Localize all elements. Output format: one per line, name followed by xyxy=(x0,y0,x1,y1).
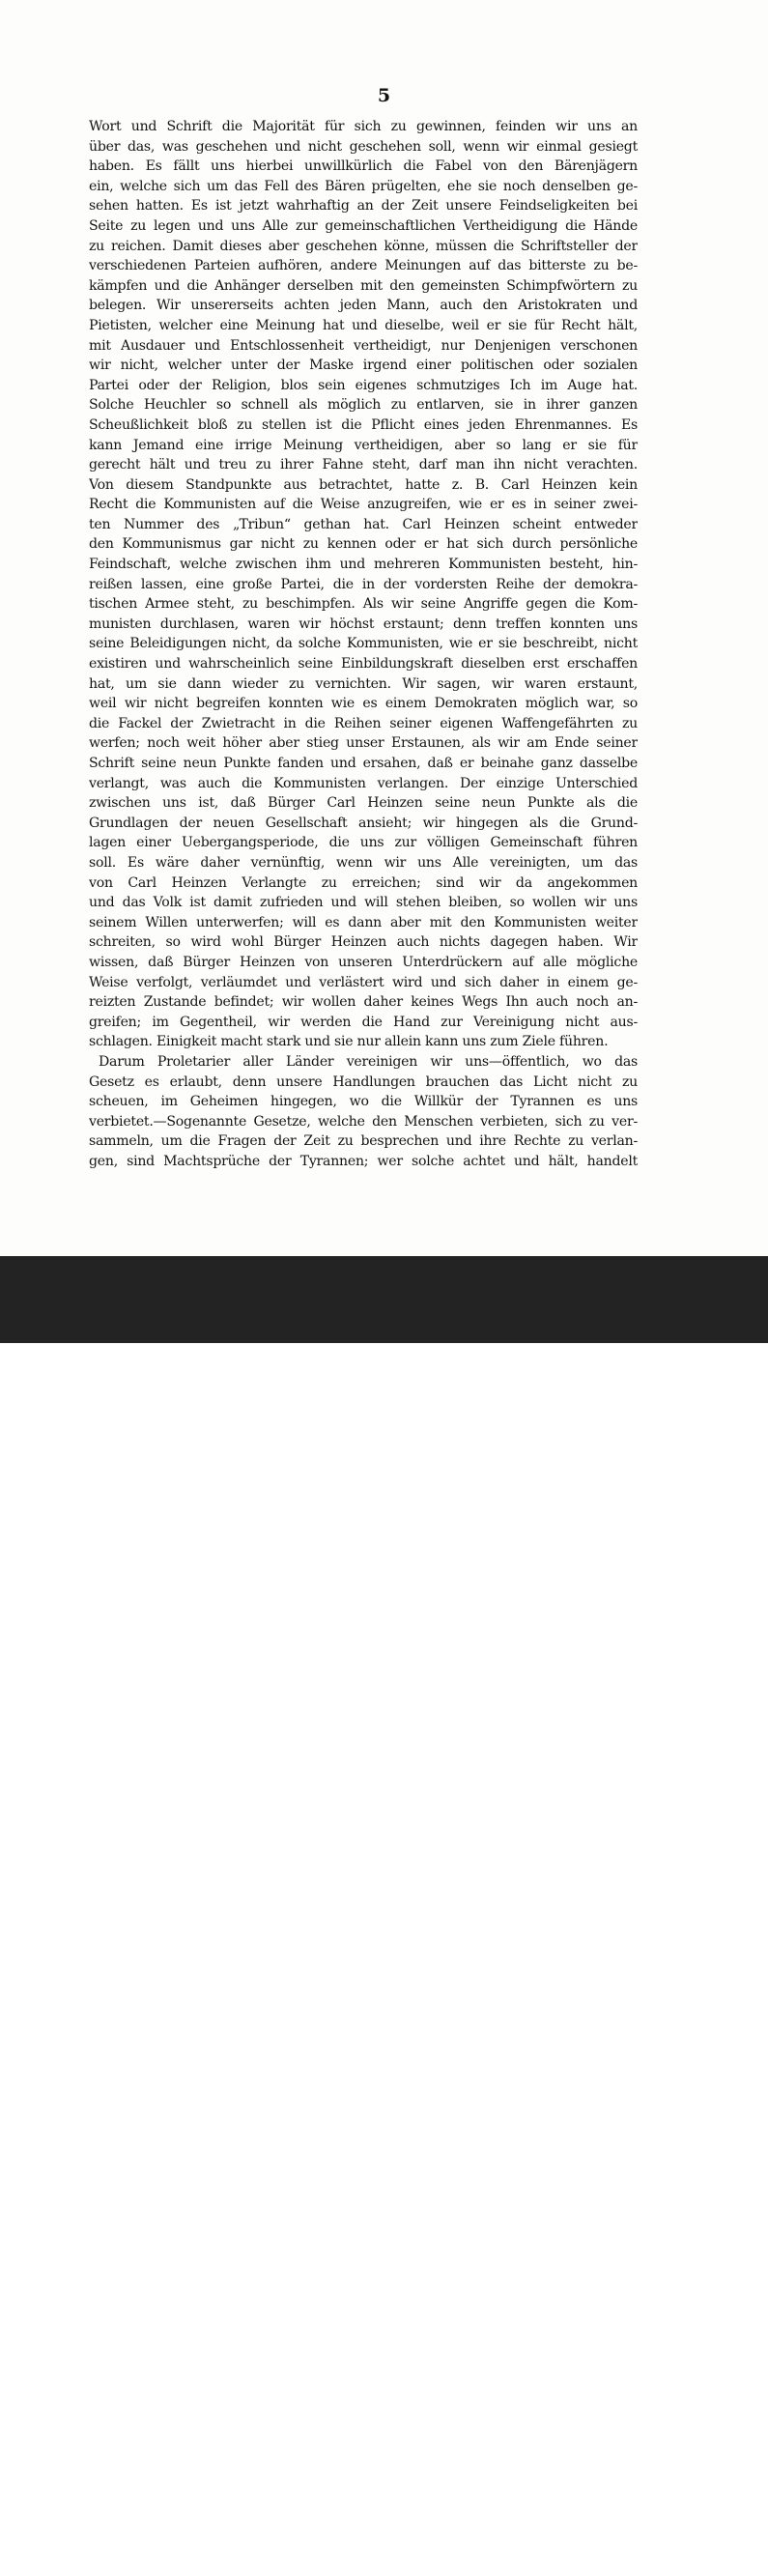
text-line: seine Beleidigungen nicht, da solche Kommunisten, wie er sie beschreibt, nicht xyxy=(89,636,638,652)
text-line: die Fackel der Zwietracht in die Reihen seiner eigenen Waffengefährten zu xyxy=(89,715,638,731)
text-line: Weise verfolgt, verläumdet und verlästert wird und sich daher in einem ge- xyxy=(89,974,638,990)
text-line: gerecht hält und treu zu ihrer Fahne steht, darf man ihn nicht verachten. xyxy=(89,457,638,473)
text-line: Recht die Kommunisten auf die Weise anzugreifen, wie er es in seiner zwei- xyxy=(89,497,638,513)
text-line: Seite zu legen und uns Alle zur gemeinschaftlichen Vertheidigung die Hände xyxy=(89,217,638,234)
text-line: wissen, daß Bürger Heinzen von unseren Unterdrückern auf alle mögliche xyxy=(89,954,638,970)
text-line: belegen. Wir unsererseits achten jeden Mann, auch den Aristokraten und xyxy=(89,298,638,314)
text-line: verbietet.—Sogenannte Gesetze, welche den Menschen verbieten, sich zu ver- xyxy=(89,1113,638,1130)
text-line: Schrift seine neun Punkte fanden und ersahen, daß er beinahe ganz dasselbe xyxy=(89,756,638,771)
text-line: zu reichen. Damit dieses aber geschehen könne, müssen die Schriftsteller der xyxy=(89,238,638,254)
text-line: soll. Es wäre daher vernünftig, wenn wir uns Alle vereinigten, um das xyxy=(89,854,638,871)
text-line: ein, welche sich um das Fell des Bären prügelten, ehe sie noch denselben ge- xyxy=(89,178,638,194)
text-line: Scheußlichkeit bloß zu stellen ist die Pflicht eines jeden Ehrenmannes. Es xyxy=(89,416,638,433)
text-line: werfen; noch weit höher aber stieg unser Erstaunen, als wir am Ende seiner xyxy=(89,735,638,752)
text-line: weil wir nicht begreifen konnten wie es einem Demokraten möglich war, so xyxy=(89,696,638,712)
text-line: und das Volk ist damit zufrieden und will stehen bleiben, so wollen wir uns xyxy=(89,895,638,911)
text-line: Feindschaft, welche zwischen ihm und mehreren Kommunisten besteht, hin- xyxy=(89,557,638,573)
text-line: Pietisten, welcher eine Meinung hat und dieselbe, weil er sie für Recht hält, xyxy=(89,317,638,333)
text-line: Grundlagen der neuen Gesellschaft ansieht; wir hingegen als die Grund- xyxy=(89,815,638,831)
text-line: reißen lassen, eine große Partei, die in der vordersten Reihe der demokra- xyxy=(89,576,638,592)
text-line: kann Jemand eine irrige Meinung vertheidigen, aber so lang er sie für xyxy=(89,437,638,453)
text-line: Partei oder der Religion, blos sein eigenes schmutziges Ich im Auge hat. xyxy=(89,377,638,393)
text-line: schlagen. Einigkeit macht stark und sie nur allein kann uns zum Ziele führen. xyxy=(89,1034,609,1050)
text-line: hat, um sie dann wieder zu vernichten. Wir sagen, wir waren erstaunt, xyxy=(89,675,638,692)
site-url: www.alamy.com xyxy=(632,2558,741,2573)
text-line: wir nicht, welcher unter der Maske irgend einer politischen oder sozialen xyxy=(89,358,638,374)
text-line: Von diesem Standpunkte aus betrachtet, hatte z. B. Carl Heinzen kein xyxy=(89,476,638,493)
text-line: Solche Heuchler so schnell als möglich zu entlarven, sie in ihrer ganzen xyxy=(89,397,638,414)
text-line: Gesetz es erlaubt, denn unsere Handlungen brauchen das Licht nicht zu xyxy=(89,1073,638,1090)
text-line: gen, sind Machtsprüche der Tyrannen; wer solche achtet und hält, handelt xyxy=(89,1153,638,1169)
text-line: sehen hatten. Es ist jetzt wahrhaftig an der Zeit unsere Feindseligkeiten bei xyxy=(89,198,638,215)
text-line: ten Nummer des „Tribun“ gethan hat. Carl Heinzen scheint entweder xyxy=(89,516,638,532)
text-line: zwischen uns ist, daß Bürger Carl Heinzen seine neun Punkte als die xyxy=(89,795,638,812)
text-line: schreiten, so wird wohl Bürger Heinzen auch nichts dagegen haben. Wir xyxy=(89,934,638,951)
text-line: seinem Willen unterwerfen; will es dann aber mit den Kommunisten weiter xyxy=(89,914,638,930)
text-line: scheuen, im Geheimen hingegen, wo die Willkür der Tyrannen es uns xyxy=(89,1094,638,1110)
text-line: tischen Armee steht, zu beschimpfen. Als wir seine Angriffe gegen die Kom- xyxy=(89,596,638,613)
text-line: lagen einer Uebergangsperiode, die uns zur völligen Gemeinschaft führen xyxy=(89,835,638,851)
page-number: 5 xyxy=(377,85,391,106)
text-line: Wort und Schrift die Majorität für sich zu gewinnen, feinden wir uns an xyxy=(89,119,638,134)
text-line: sammeln, um die Fragen der Zeit zu besprechen und ihre Rechte zu verlan- xyxy=(89,1133,638,1150)
text-line: munisten durchlasen, waren wir höchst erstaunt; denn treffen konnten uns xyxy=(89,615,638,632)
body-text xyxy=(89,117,638,1171)
footer-image-info xyxy=(632,2533,741,2576)
text-line: reizten Zustande befindet; wir wollen daher keines Wegs Ihn auch noch an- xyxy=(89,994,638,1011)
text-line: verschiedenen Parteien aufhören, andere Meinungen auf das bitterste zu be- xyxy=(89,258,638,274)
text-line: Darum Proletarier aller Länder vereinigen wir uns—öffentlich, wo das xyxy=(99,1053,638,1070)
scanned-page xyxy=(0,0,768,1256)
text-line: greifen; im Gegentheil, wir werden die Hand zur Vereinigung nicht aus- xyxy=(89,1014,638,1030)
text-line: kämpfen und die Anhänger derselben mit den gemeinsten Schimpfwörtern zu xyxy=(89,277,638,294)
text-line: verlangt, was auch die Kommunisten verlangen. Der einzige Unterschied xyxy=(89,775,638,791)
text-line: den Kommunismus gar nicht zu kennen oder er hat sich durch persönliche xyxy=(89,536,638,553)
text-line: über das, was geschehen und nicht geschehen soll, wenn wir einmal gesiegt xyxy=(89,138,638,155)
text-line: existiren und wahrscheinlich seine Einbildungskraft dieselben erst erschaffen xyxy=(89,656,638,673)
alamy-logo: alamy xyxy=(21,2524,158,2573)
text-line: mit Ausdauer und Entschlossenheit vertheidigt, nur Denjenigen verschonen xyxy=(89,337,638,354)
text-line: haben. Es fällt uns hierbei unwillkürlich die Fabel von den Bärenjägern xyxy=(89,158,638,175)
watermark-footer xyxy=(0,1256,768,2573)
image-id: J432C1 xyxy=(693,2536,741,2552)
text-line: von Carl Heinzen Verlangte zu erreichen; sind wir da angekommen xyxy=(89,874,638,891)
